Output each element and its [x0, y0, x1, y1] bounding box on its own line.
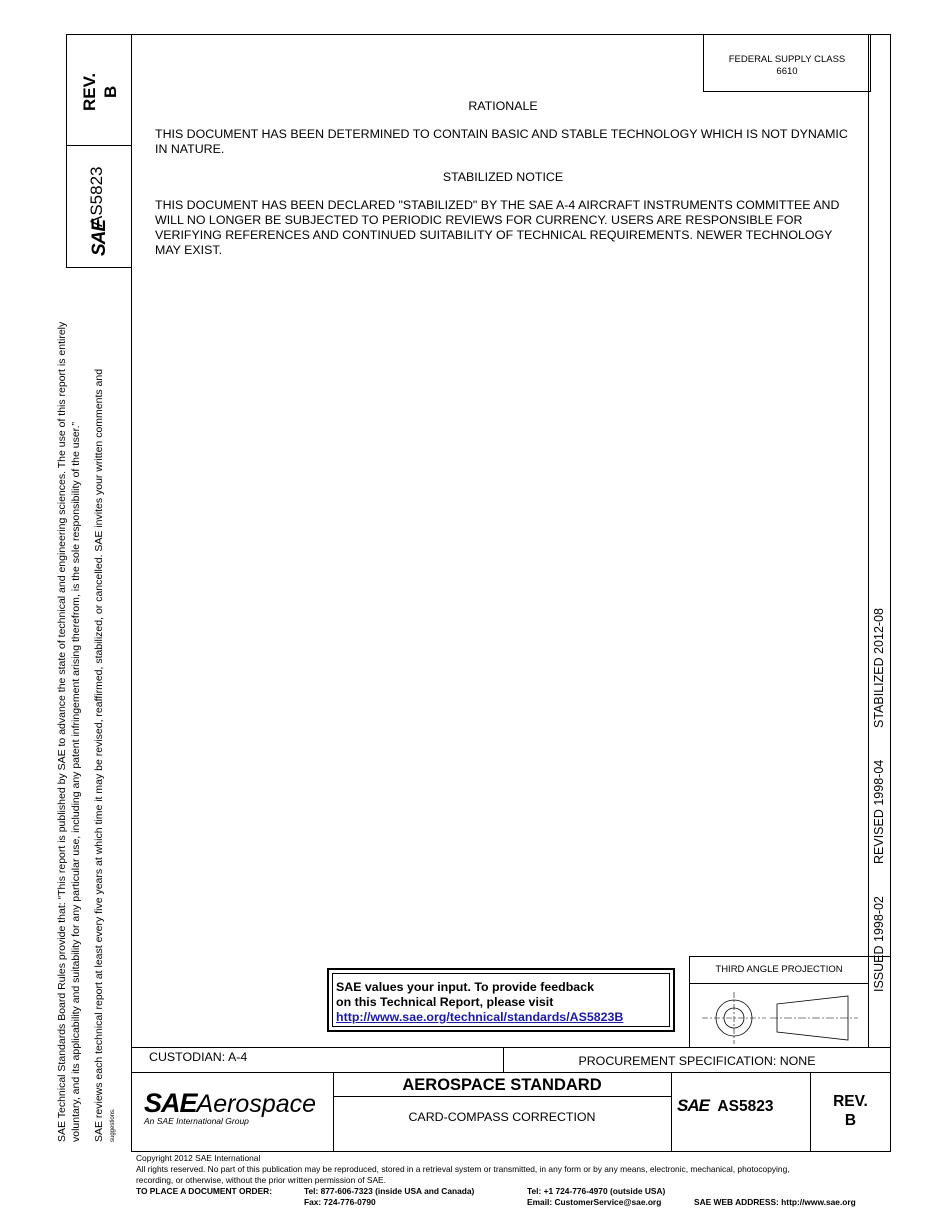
rights-notice: All rights reserved. No part of this publication may be reproduced, stored in a retrieval system or transmitted, in any form or by any means, electronic, mechanical, photocopying, [136, 1164, 790, 1174]
feedback-line1: SAE values your input. To provide feedback [336, 980, 594, 994]
brand-tagline: An SAE International Group [144, 1116, 249, 1126]
procurement-spec: PROCUREMENT SPECIFICATION: NONE [578, 1054, 816, 1068]
rationale-text: THIS DOCUMENT HAS BEEN DETERMINED TO CONTAIN BASIC AND STABLE TECHNOLOGY WHICH IS NOT DYNAMIC IN NATURE. [155, 127, 848, 156]
board-rules-note-line2: voluntary, and its applicability and suitability for any particular use, including any patent infringement arising therefrom, is the sole responsibility of the user.” [70, 421, 82, 1142]
feedback-line2: on this Technical Report, please visit [336, 995, 554, 1009]
sae-aerospace-logo [144, 1088, 316, 1126]
sae-logo: SAE [144, 1088, 197, 1118]
copyright: Copyright 2012 SAE International [136, 1153, 261, 1163]
left-sae-logo: SAE [89, 219, 110, 256]
doc-number: AS5823 [717, 1098, 774, 1115]
left-rev-label: REV. [80, 72, 99, 111]
doc-sae-logo: SAE [677, 1096, 709, 1115]
rights-notice-2: recording, or otherwise, without the prior written permission of SAE. [136, 1175, 386, 1185]
left-rev-value: B [101, 85, 120, 98]
revised-date: REVISED 1998-04 [872, 759, 886, 864]
federal-supply-class: FEDERAL SUPPLY CLASS 6610 [728, 54, 846, 77]
stabilized-text: THIS DOCUMENT HAS BEEN DECLARED "STABILIZED" BY THE SAE A-4 AIRCRAFT INSTRUMENTS COMMITTEE AND WILL NO LONGER BE SUBJECTED TO PERIODIC REVIEWS FOR CURRENCY. USERS ARE RESPONSIBLE FOR VERIFYING REFERENCES AND CONTINUED SUITABILITY OF TECHNICAL REQUIREMENTS. NEWER TECHNOLOGY MAY EXIST. [155, 198, 840, 257]
rev-cell [810, 1092, 891, 1130]
review-note-line2: suggestions. [110, 1108, 116, 1142]
rationale-heading: RATIONALE [468, 99, 538, 113]
document-title: CARD-COMPASS CORRECTION [408, 1110, 596, 1124]
standard-type: AEROSPACE STANDARD [402, 1076, 602, 1094]
order-email[interactable]: Email: CustomerService@sae.org [527, 1197, 662, 1207]
footer [136, 1153, 916, 1186]
issued-date: ISSUED 1998-02 [872, 896, 886, 992]
aerospace-wordmark: Aerospace [196, 1090, 317, 1118]
order-label: TO PLACE A DOCUMENT ORDER: [136, 1186, 273, 1196]
left-doc-number: AS5823 [87, 166, 106, 227]
feedback-box [327, 968, 675, 1032]
custodian: CUSTODIAN: A-4 [149, 1050, 248, 1064]
order-fax: Fax: 724-776-0790 [304, 1197, 376, 1207]
stabilized-heading: STABILIZED NOTICE [442, 170, 564, 184]
feedback-link[interactable]: http://www.sae.org/technical/standards/AS5823B [336, 1010, 624, 1024]
review-note-line1: SAE reviews each technical report at least every five years at which time it may be revised, reaffirmed, stabilized, or cancelled. SAE invites your written comments and [93, 368, 105, 1142]
rev-value: B [844, 1112, 857, 1129]
doc-number-cell [677, 1096, 773, 1116]
board-rules-note-line1: SAE Technical Standards Board Rules provide that: “This report is published by SAE to advance the state of technical and engineering sciences. The use of this report is entirely [56, 321, 68, 1142]
rev-label: REV. [833, 1093, 868, 1110]
order-phone-intl: Tel: +1 724-776-4970 (outside USA) [527, 1186, 666, 1196]
projection-label: THIRD ANGLE PROJECTION [715, 964, 843, 975]
sae-web-address[interactable]: SAE WEB ADDRESS: http://www.sae.org [694, 1197, 856, 1207]
stabilized-date: STABILIZED 2012-08 [872, 608, 886, 728]
order-phone-usa: Tel: 877-606-7323 (inside USA and Canada) [304, 1186, 475, 1196]
third-angle-projection-icon [692, 986, 868, 1046]
